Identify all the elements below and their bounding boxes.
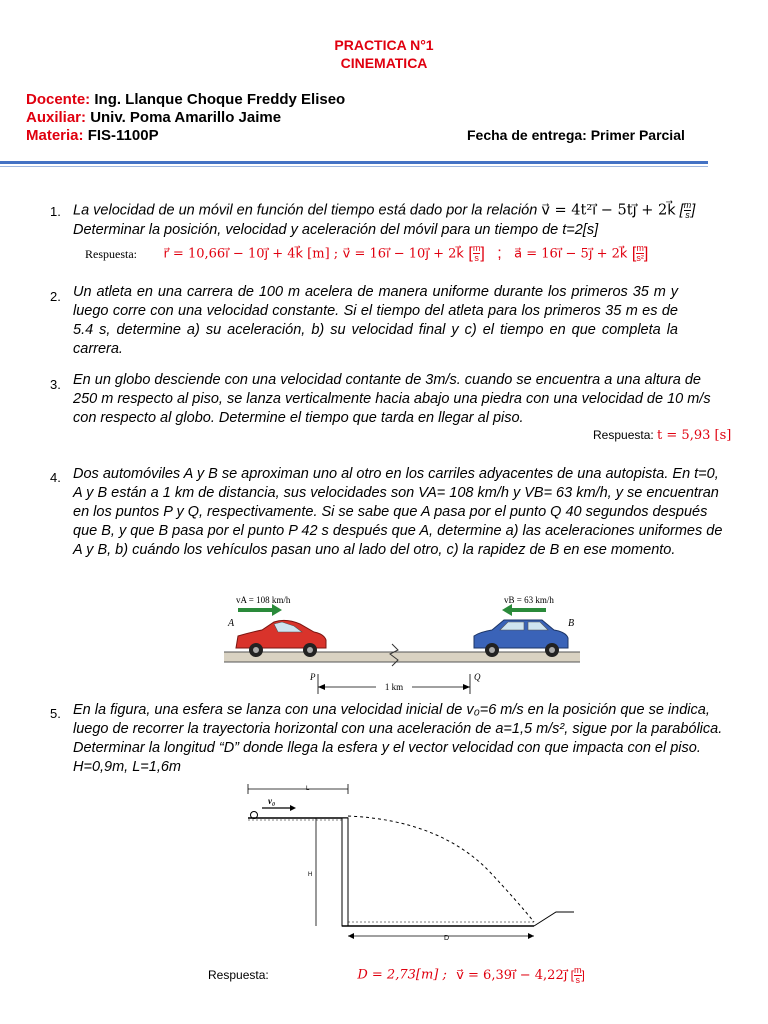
answer-acceleration-unit-den: s² <box>636 253 644 263</box>
docente-label: Docente: <box>26 91 91 108</box>
d-label: D <box>444 935 450 942</box>
due-date: Fecha de entrega: Primer Parcial <box>467 127 685 143</box>
problem-5-answer-label: Respuesta: <box>208 967 269 982</box>
problem-4-text: Dos automóviles A y B se aproximan uno al otro en los carriles adyacentes de una autopista. En t=0, A y B están a 1 km de distancia, sus velocidades son VA= 108 km/h y VB= 63 km/h, y se encuentran en los puntos P y Q, respectivamente. Si se sabe que A pasa por el punto Q 40 segundos después que B, y que B pasa por el punto P 42 s después que A, determine a) las aceleraciones uniformes de A y B, b) cuándo los vehículos pasan uno al lado del otro, c) la rapidez de B en ese momento. <box>73 466 723 558</box>
arrow-right-icon <box>238 604 282 616</box>
answer-velocity-unit-den: s <box>474 253 479 263</box>
h-label: H <box>308 872 313 878</box>
point-q-label: Q <box>474 672 481 682</box>
problem-5-number: 5. <box>50 706 61 721</box>
auxiliar-value: Univ. Poma Amarillo Jaime <box>90 109 282 126</box>
docente-line <box>26 91 345 108</box>
header-divider-shadow <box>0 166 708 167</box>
answer-distance: D = 2,73[m] ; <box>357 967 447 983</box>
materia-line <box>26 127 159 144</box>
problem-3-number: 3. <box>50 377 61 392</box>
answer-velocity: v⃗ = 16i⃗ − 10j⃗ + 2k⃗ <box>342 246 464 262</box>
answer-impact-unit-num: m <box>574 965 582 975</box>
car-b-label: B <box>568 618 575 629</box>
auxiliar-label: Auxiliar: <box>26 109 87 126</box>
problem-1-question: Determinar la posición, velocidad y aceleración del móvil para un tiempo de t=2[s] <box>73 222 599 238</box>
answer-acceleration-unit-num: m <box>636 243 644 253</box>
problem-1-text: La velocidad de un móvil en función del tiempo está dado por la relación v⃗ = 4t²i⃗ − 5tj⃗ + 2k⃗ [ $\frac{m}{s}$ ] <box>73 200 696 220</box>
docente-value: Ing. Llanque Choque Freddy Eliseo <box>94 91 346 108</box>
problem-3-answer <box>593 428 731 443</box>
answer-velocity-unit-num: m <box>472 243 481 253</box>
problem-2-number: 2. <box>50 289 61 304</box>
l-label: L <box>306 786 310 792</box>
cars-figure <box>222 590 582 696</box>
answer-impact-unit-den: s <box>575 975 581 985</box>
problem-5-text: En la figura, una esfera se lanza con una velocidad inicial de v₀=6 m/s en la posición que se indica, luego de recorrer la trayectoria horizontal con una aceleración de a=1,5 m/s², sigue por la parabólica. Determinar la longitud “D” donde llega la esfera y el vector velocidad con que impacta con el piso. H=0,9m, L=1,6m <box>73 702 723 775</box>
problem-3-answer-label: Respuesta: <box>593 428 654 442</box>
problem-1-number: 1. <box>50 204 61 219</box>
trajectory <box>348 816 534 922</box>
distance-label: 1 km <box>384 682 404 692</box>
problem-5-answer: Respuesta: D = 2,73[m] ; v⃗ = 6,39i⃗ − 4,22j⃗ [ $\frac{m}{s}$ ] <box>208 965 585 985</box>
problem-1-statement: La velocidad de un móvil en función del tiempo está dado por la relación <box>73 202 538 219</box>
point-p-label: P <box>310 672 316 682</box>
problem-1-unit-num: m <box>683 200 692 210</box>
problem-2-text: Un atleta en una carrera de 100 m acelera de manera uniforme durante los primeros 35 m y luego corre con una velocidad constante. Si el tiempo del atleta para los primeros 35 m es de 5.4 s, determine a) su aceleración, b) su velocidad final y c) el tiempo en que completa la carrera. <box>73 284 678 357</box>
problem-3-text: En un globo desciende con una velocidad contante de 3m/s. cuando se encuentra a una altura de 250 m respecto al piso, se lanza verticalmente hacia abajo una piedra con una velocidad de 10 m/s con respecto al globo. Determine el tiempo que tarda en llegar al piso. <box>73 372 711 426</box>
vb-label: vB = 63 km/h <box>504 595 554 605</box>
problem-3-answer-value: t = 5,93 [s] <box>657 428 732 443</box>
va-label: vA = 108 km/h <box>236 595 291 605</box>
auxiliar-line <box>26 109 281 126</box>
header-divider <box>0 161 708 164</box>
car-a-label: A <box>228 618 235 629</box>
materia-label: Materia: <box>26 127 84 144</box>
arrow-left-icon <box>502 604 546 616</box>
answer-acceleration: a⃗ = 16i⃗ − 5j⃗ + 2k⃗ <box>514 246 628 262</box>
problem-1-unit-den: s <box>685 210 690 220</box>
car-b <box>474 620 568 657</box>
road <box>224 652 580 662</box>
problem-4-number: 4. <box>50 470 61 485</box>
practice-subtitle: CINEMATICA <box>340 55 428 71</box>
answer-position: r⃗ = 10,66i⃗ − 10j⃗ + 4k⃗ [m] ; <box>163 246 339 262</box>
problem-1-answer-label: Respuesta: <box>85 246 137 261</box>
answer-impact-velocity: v⃗ = 6,39i⃗ − 4,22j⃗ <box>456 967 568 983</box>
cliff-wall <box>342 818 348 926</box>
materia-value: FIS-1100P <box>87 127 159 144</box>
problem-1-formula: v⃗ = 4t²i⃗ − 5tj⃗ + 2k⃗ <box>541 202 676 219</box>
practice-title: PRACTICA N°1 <box>334 37 434 53</box>
parabola-figure <box>238 780 578 950</box>
v0-label: v₀ <box>268 796 276 806</box>
problem-1-answer: Respuesta: r⃗ = 10,66i⃗ − 10j⃗ + 4k⃗ [m] ; v⃗ = 16i⃗ − 10j⃗ + 2k⃗ [ $\frac{m}{s}$ ] ; a⃗ = 16i⃗ − 5j⃗ + 2k⃗ [ $\frac{m}{\text{s²}}$ ] <box>85 243 649 263</box>
